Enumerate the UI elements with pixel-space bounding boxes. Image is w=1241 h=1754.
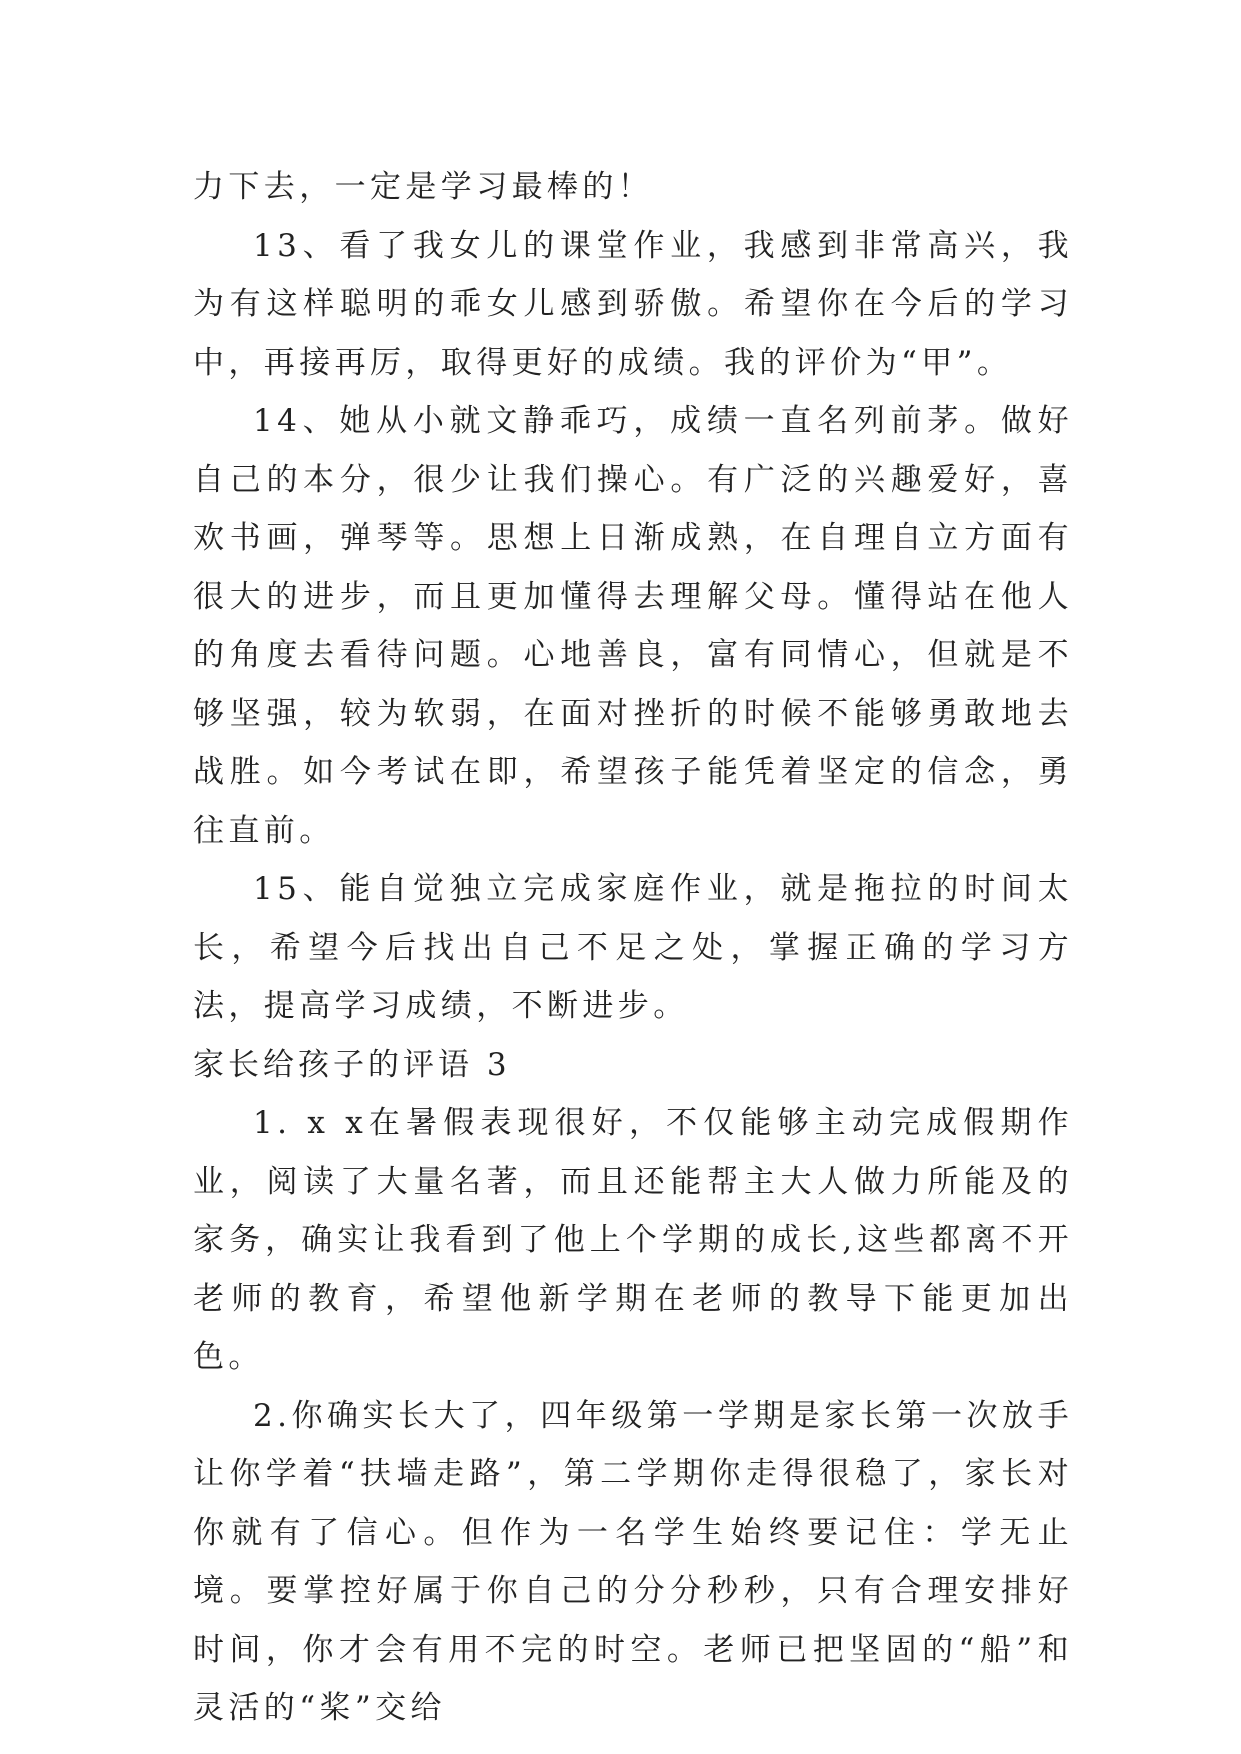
paragraph-item-14: 14、她从小就文静乖巧，成绩一直名列前茅。做好自己的本分，很少让我们操心。有广泛的兴趣爱好，喜欢书画，弹琴等。思想上日渐成熟，在自理自立方面有很大的进步，而且更加懂得去理解父母。懂得站在他人的角度去看待问题。心地善良，富有同情心，但就是不够坚强，较为软弱，在面对挫折的时候不能够勇敢地去战胜。如今考试在即，希望孩子能凭着坚定的信念，勇往直前。 [193, 403, 1073, 849]
section-heading: 家长给孩子的评语 3 [193, 1046, 511, 1083]
section-paragraph-1: 1. x x在暑假表现很好，不仅能够主动完成假期作业，阅读了大量名著，而且还能帮主大人做力所能及的家务，确实让我看到了他上个学期的成长,这些都离不开老师的教育，希望他新学期在老师的教导下能更加出色。 [193, 1105, 1073, 1375]
document-body [193, 158, 1073, 1738]
paragraph-item-13: 13、看了我女儿的课堂作业，我感到非常高兴，我为有这样聪明的乖女儿感到骄傲。希望你在今后的学习中，再接再厉，取得更好的成绩。我的评价为“甲”。 [193, 227, 1073, 381]
paragraph-item-15: 15、能自觉独立完成家庭作业，就是拖拉的时间太长，希望今后找出自己不足之处，掌握正确的学习方法，提高学习成绩，不断进步。 [193, 871, 1073, 1024]
section-paragraph-2: 2.你确实长大了，四年级第一学期是家长第一次放手让你学着“扶墙走路”，第二学期你走得很稳了，家长对你就有了信心。但作为一名学生始终要记住：学无止境。要掌控好属于你自己的分分秒秒，只有合理安排好时间，你才会有用不完的时空。老师已把坚固的“船”和灵活的“桨”交给 [193, 1397, 1073, 1726]
paragraph-continuation: 力下去，一定是学习最棒的！ [193, 169, 654, 205]
